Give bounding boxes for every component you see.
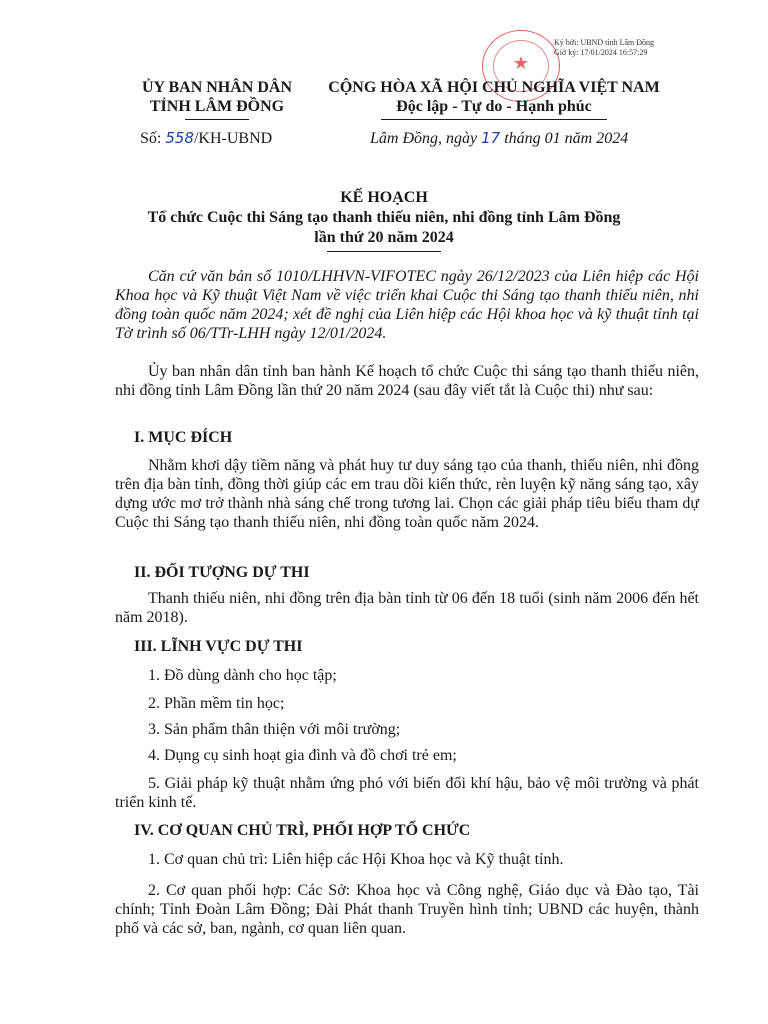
document-number <box>140 129 272 148</box>
doc-number-suffix: /KH-UBND <box>193 130 273 147</box>
field-item: 3. Sản phẩm thân thiện với môi trường; <box>148 721 401 738</box>
organizer-item-1-wrap <box>115 850 699 869</box>
doc-number-handwritten: 558 <box>165 129 194 147</box>
signed-by: Ký bởi: UBND tỉnh Lâm Đồng <box>554 38 655 47</box>
title-line2: Tổ chức Cuộc thi Sáng tạo thanh thiếu niên, nhi đồng tỉnh Lâm Đồng <box>147 209 621 226</box>
basis-paragraph: Căn cứ văn bản số 1010/LHHVN-VIFOTEC ngày 26/12/2023 của Liên hiệp các Hội Khoa học và Kỹ thuật Việt Nam về việc triển khai Cuộc thi Sáng tạo thanh thiếu niên, nhi đồng toàn quốc năm 2024; xét đề nghị của Liên hiệp các Hội khoa học và kỹ thuật tỉnh tại Tờ trình số 06/TTr-LHH ngày 12/01/2024. <box>115 268 699 342</box>
organizer-item-2-wrap <box>115 881 699 938</box>
issue-paragraph: Ủy ban nhân dân tỉnh ban hành Kế hoạch tổ chức Cuộc thi sáng tạo thanh thiếu niên, nhi đồng tỉnh Lâm Đồng lần thứ 20 năm 2024 (sau đây viết tắt là Cuộc thi) như sau: <box>115 363 699 399</box>
date-prefix: Lâm Đồng, ngày <box>370 130 482 147</box>
seal-star-icon: ★ <box>512 53 530 73</box>
section-participants <box>115 563 699 582</box>
section2-body <box>115 589 699 627</box>
motto-underline <box>381 119 607 120</box>
authority-line1: ỦY BAN NHÂN DÂN <box>141 79 293 96</box>
section1-body <box>115 456 699 532</box>
field-item: 5. Giải pháp kỹ thuật nhằm ứng phó với biến đổi khí hậu, bảo vệ môi trường và phát triển kinh tế. <box>115 775 699 811</box>
authority-underline <box>185 119 249 120</box>
field-item: 4. Dụng cụ sinh hoạt gia đình và đồ chơi trẻ em; <box>148 747 457 764</box>
section1-text: Nhằm khơi dậy tiềm năng và phát huy tư duy sáng tạo của thanh, thiếu niên, nhi đồng trên địa bàn tỉnh, đồng thời giúp các em trau dồi kiến thức, rèn luyện kỹ năng sáng tạo, xây dựng ước mơ trở thành nhà sáng chế trong tương lai. Chọn các giải pháp tiêu biểu tham dự Cuộc thi Sáng tạo thanh thiếu niên, nhi đồng toàn quốc năm 2024. <box>115 457 699 531</box>
title-line3: lần thứ 20 năm 2024 <box>314 229 454 246</box>
section3-heading: III. LĨNH VỰC DỰ THI <box>134 638 303 655</box>
intro-basis <box>115 267 699 343</box>
intro-issue <box>115 362 699 400</box>
date-day-handwritten: 17 <box>481 129 501 147</box>
field-item: 1. Đồ dùng dành cho học tập; <box>148 667 337 684</box>
digital-signature-info <box>554 38 654 58</box>
organizer-item: 1. Cơ quan chủ trì: Liên hiệp các Hội Khoa học và Kỹ thuật tỉnh. <box>148 851 564 868</box>
motto: Độc lập - Tự do - Hạnh phúc <box>396 98 592 115</box>
section1-heading: I. MỤC ĐÍCH <box>134 429 233 446</box>
section-fields <box>115 637 699 656</box>
authority-line2: TỈNH LÂM ĐỒNG <box>149 98 285 115</box>
field-item-2-wrap <box>115 694 699 713</box>
field-item-3-wrap <box>115 720 699 739</box>
section-purpose <box>115 428 699 447</box>
issuing-authority <box>96 78 338 120</box>
country-name: CỘNG HÒA XÃ HỘI CHỦ NGHĨA VIỆT NAM <box>328 79 660 96</box>
section2-heading: II. ĐỐI TƯỢNG DỰ THI <box>134 564 310 581</box>
field-item-1-wrap <box>115 666 699 685</box>
title-line1: KẾ HOẠCH <box>340 189 428 206</box>
section4-heading: IV. CƠ QUAN CHỦ TRÌ, PHỐI HỢP TỔ CHỨC <box>134 822 471 839</box>
signed-time: Giờ ký: 17/01/2024 16:57:29 <box>554 48 648 57</box>
date-suffix: tháng 01 năm 2024 <box>500 130 629 147</box>
title-underline <box>327 251 441 252</box>
section-organizers <box>115 821 699 840</box>
national-motto <box>322 78 666 120</box>
field-item: 2. Phần mềm tin học; <box>148 695 285 712</box>
document-date <box>370 129 628 148</box>
field-item-5-wrap <box>115 774 699 812</box>
document-title <box>80 188 688 252</box>
section2-text: Thanh thiếu niên, nhi đồng trên địa bàn tỉnh từ 06 đến 18 tuổi (sinh năm 2006 đến hết năm 2018). <box>115 590 699 626</box>
doc-number-prefix: Số: <box>140 130 166 147</box>
organizer-item: 2. Cơ quan phối hợp: Các Sở: Khoa học và Công nghệ, Giáo dục và Đào tạo, Tài chính; Tỉnh Đoàn Lâm Đồng; Đài Phát thanh Truyền hình tỉnh; UBND các huyện, thành phố và các sở, ban, ngành, cơ quan liên quan. <box>115 882 699 937</box>
field-item-4-wrap <box>115 746 699 765</box>
